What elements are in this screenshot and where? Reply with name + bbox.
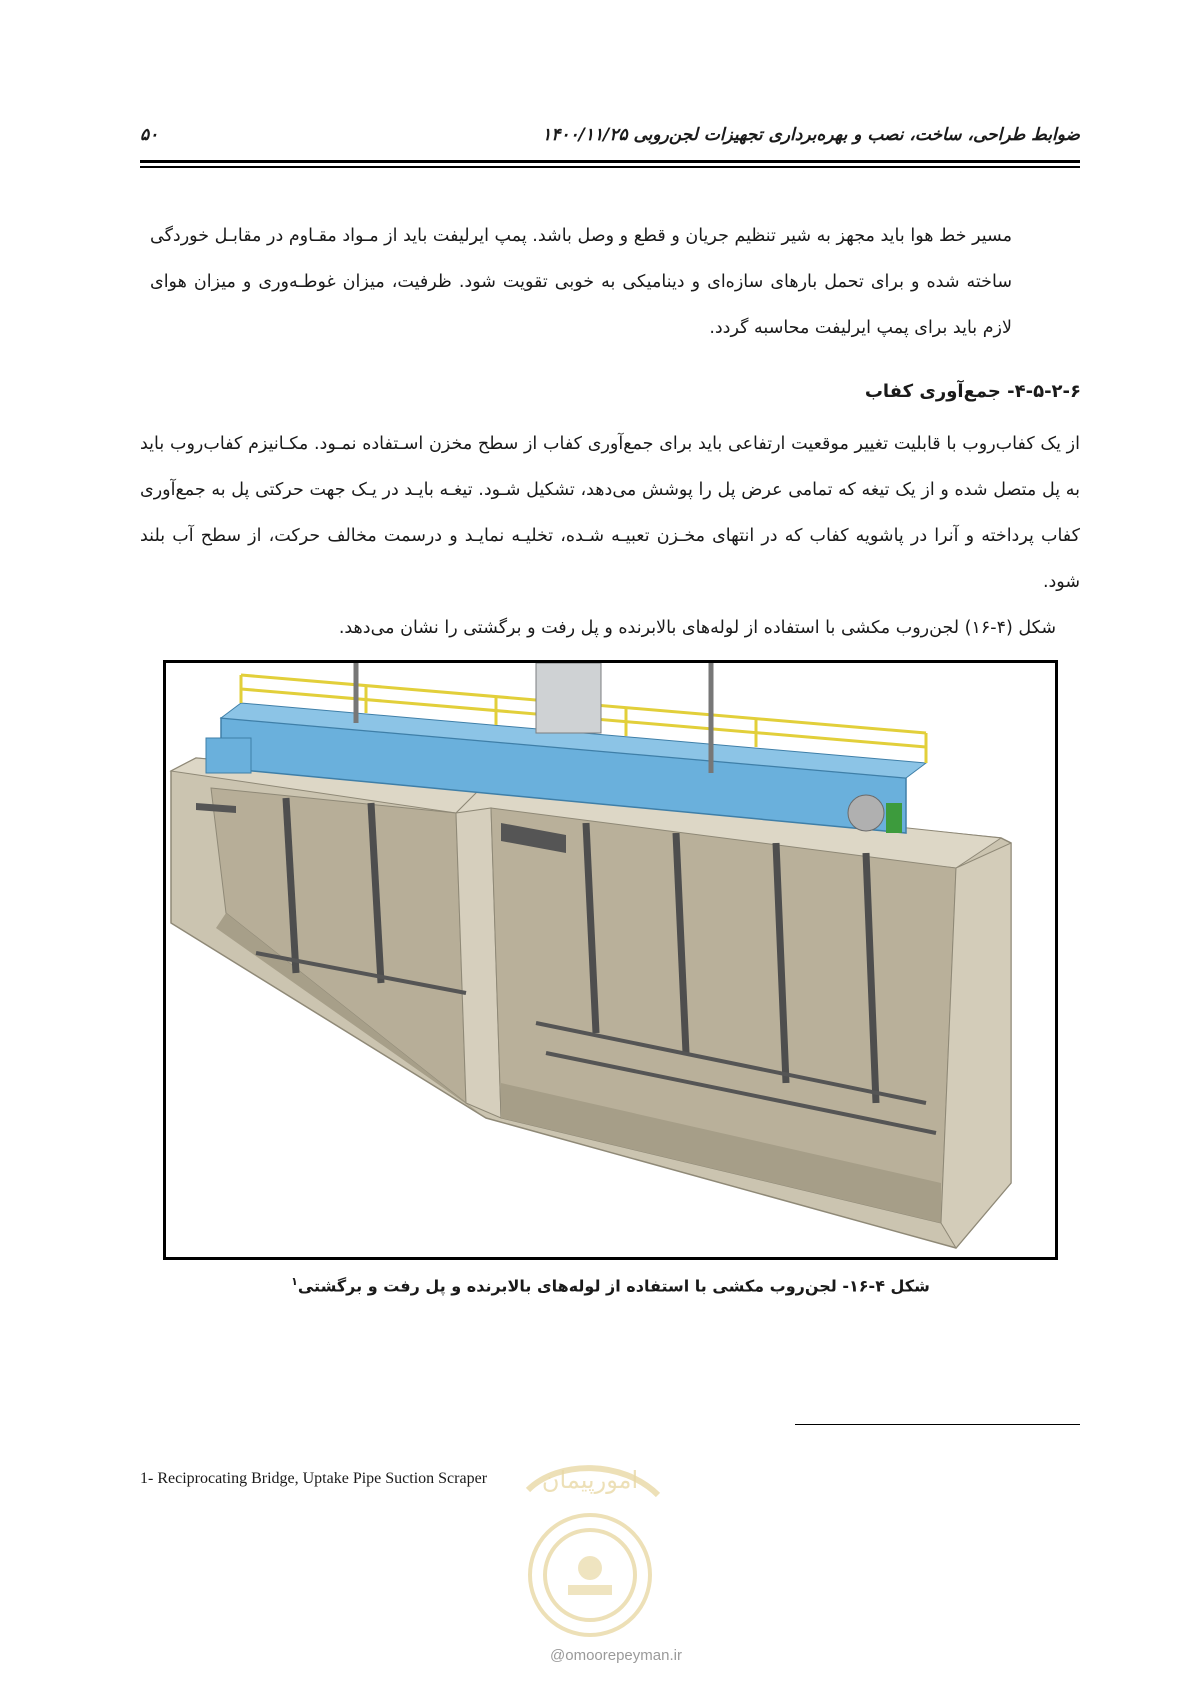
figure-scraper-illustration	[163, 660, 1058, 1260]
scraper-illustration	[166, 663, 1055, 1257]
paragraph-airlift: مسیر خط هوا باید مجهز به شیر تنظیم جریان و قطع و وصل باشد. پمپ ایرلیفت باید از مـواد مقـاوم در مقابـل خوردگی ساخته شده و برای تحمل بارهای سازه‌ای و دینامیکی به خوبی تقویت شود. ظرفیت، میزان غوطـه‌وری و میزان هوای لازم باید برای پمپ ایرلیفت محاسبه گردد.	[150, 226, 1012, 338]
page-header	[140, 125, 1080, 155]
watermark-seal-icon	[498, 1450, 683, 1650]
seal-text: امورپیمان	[541, 1466, 639, 1494]
figure-caption-note: ۱	[291, 1275, 298, 1288]
paragraph-figure-ref: شکل (۴-۱۶) لجن‌روب مکشی با استفاده از لوله‌های بالابرنده و پل رفت و برگشتی را نشان می‌دهد.	[338, 618, 1056, 638]
header-rule-thick	[140, 160, 1080, 163]
header-title: ضوابط طراحی، ساخت، نصب و بهره‌برداری تجهیزات لجن‌روبی ۱۴۰۰/۱۱/۲۵	[542, 125, 1080, 145]
footnote-rule	[795, 1424, 1080, 1425]
section-heading: ۴-۵-۲-۶- جمع‌آوری کفاب	[864, 381, 1081, 402]
page-number: ۵۰	[140, 125, 159, 145]
watermark-url: @omoorepeyman.ir	[550, 1647, 682, 1664]
paragraph-scum: از یک کفاب‌روب با قابلیت تغییر موقعیت ارتفاعی باید برای جمع‌آوری کفاب از سطح مخزن اسـتفاده نمـود. مکـانیزم کفاب‌روب باید به پل متصل شده و از یک تیغه که تمامی عرض پل را پوشش می‌دهد، تشکیل شـود. تیغـه بایـد در یـک جهت حرکتی پل به جمع‌آوری کفاب پرداخته و آنرا در پاشویه کفاب که در انتهای مخـزن تعبیـه شـده، تخلیـه نمایـد و درسمت مخالف حرکت، از سطح آب بلند شود.	[140, 434, 1080, 592]
figure-caption	[163, 1275, 1058, 1295]
footnote: 1- Reciprocating Bridge, Uptake Pipe Suction Scraper	[140, 1470, 488, 1487]
figure-caption-text: شکل ۴-۱۶- لجن‌روب مکشی با استفاده از لوله‌های بالابرنده و پل رفت و برگشتی	[297, 1276, 930, 1296]
header-rule-thin	[140, 166, 1080, 168]
